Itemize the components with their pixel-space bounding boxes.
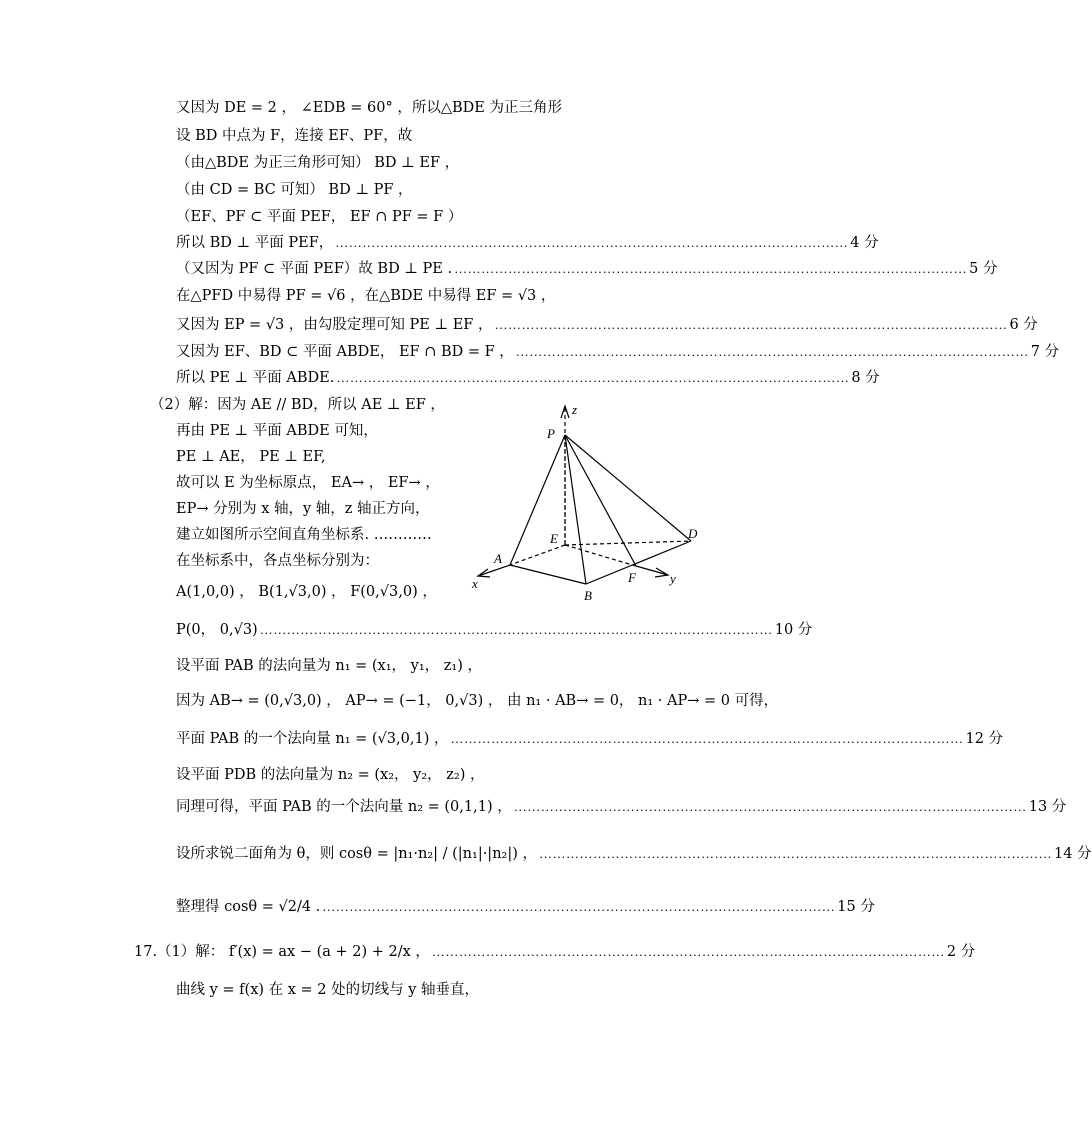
score-line: [176, 844, 1092, 864]
line-bd-midpoint: 设 BD 中点为 F，连接 EF、PF，故: [176, 128, 413, 144]
label-d: D: [688, 526, 698, 541]
score-line-text: 又因为 EF、BD ⊂ 平面 ABDE， EF ∩ BD = F ，: [176, 344, 514, 360]
score-line-text: 整理得 cosθ = √2/4 .: [176, 899, 321, 915]
line-plane-pef: （EF、PF ⊂ 平面 PEF， EF ∩ PF = F ）: [176, 209, 463, 225]
label-p: P: [547, 426, 555, 441]
label-a: A: [494, 551, 502, 566]
line-n2: 设平面 PDB 的法向量为 n₂ = (x₂， y₂， z₂) ，: [176, 767, 485, 783]
part2-line: （2）解：因为 AE // BD，所以 AE ⊥ EF ，: [150, 397, 445, 413]
score-line-text: （又因为 PF ⊂ 平面 PEF）故 BD ⊥ PE .: [176, 261, 453, 277]
edge-pf: [565, 435, 636, 566]
score-label: 15 分: [837, 899, 875, 915]
leader-dots: ……………………………………………………………………………………………………: [431, 944, 945, 959]
part2-line: 再由 PE ⊥ 平面 ABDE 可知，: [176, 423, 378, 439]
score-line: [176, 368, 880, 388]
part2-line: 故可以 E 为坐标原点， EA→ ， EF→ ，: [176, 475, 440, 491]
label-x: x: [472, 576, 478, 591]
line-ab-ap: 因为 AB→ = (0,√3,0) ， AP→ = (−1， 0,√3) ， 由 n₁ · AB→ = 0， n₁ · AP→ = 0 可得，: [176, 693, 779, 709]
y-axis: [636, 566, 668, 575]
label-e: E: [550, 531, 558, 546]
score-label: 2 分: [946, 944, 976, 960]
score-label: 4 分: [850, 235, 879, 251]
score-line-text: 所以 BD ⊥ 平面 PEF，: [176, 235, 334, 251]
leader-dots: ……………………………………………………………………………………………………: [539, 846, 1052, 861]
score-label: 13 分: [1028, 799, 1067, 815]
line-bd-perp-ef: （由△BDE 为正三角形可知） BD ⊥ EF ，: [176, 155, 460, 171]
leader-dots: ……………………………………………………………………………………………………: [322, 899, 836, 914]
leader-dots: ……………………………………………………………………………………………………: [335, 235, 849, 250]
part2-line: PE ⊥ AE， PE ⊥ EF,: [176, 449, 326, 465]
leader-dots: ……………………………………………………………………………………………………: [336, 370, 850, 385]
label-z: z: [572, 402, 578, 417]
score-line-text: 又因为 EP = √3 ，由勾股定理可知 PE ⊥ EF ，: [176, 317, 493, 333]
score-line: [176, 315, 1038, 335]
score-line: [176, 342, 1060, 362]
part2-line: 建立如图所示空间直角坐标系. …………: [176, 527, 432, 543]
part2-line: 在坐标系中，各点坐标分别为：: [176, 553, 379, 569]
pyramid-figure: [468, 400, 698, 610]
score-line: [176, 259, 998, 279]
line-n1: 设平面 PAB 的法向量为 n₁ = (x₁， y₁， z₁) ，: [176, 658, 482, 674]
score-line-text: P(0， 0,√3): [176, 622, 258, 638]
line-de: 又因为 DE = 2 ， ∠EDB = 60° ，所以△BDE 为正三角形: [176, 100, 562, 116]
line-tangent: 曲线 y = f(x) 在 x = 2 处的切线与 y 轴垂直，: [176, 982, 480, 998]
part2-line: A(1,0,0) ， B(1,√3,0) ， F(0,√3,0) ，: [176, 584, 437, 600]
edge-ea: [510, 545, 565, 565]
label-b: B: [584, 588, 592, 603]
score-label: 5 分: [969, 261, 998, 277]
score-line: [176, 233, 879, 253]
score-label: 14 分: [1054, 846, 1092, 862]
score-label: 12 分: [965, 731, 1004, 747]
edge-ef: [565, 545, 636, 566]
edge-pb: [565, 435, 586, 584]
leader-dots: ……………………………………………………………………………………………………: [494, 317, 1008, 332]
edge-ab: [510, 565, 586, 584]
leader-dots: ……………………………………………………………………………………………………: [454, 261, 968, 276]
score-line-text: 所以 PE ⊥ 平面 ABDE.: [176, 370, 335, 386]
score-label: 7 分: [1030, 344, 1060, 360]
edge-pd: [565, 435, 691, 541]
leader-dots: ……………………………………………………………………………………………………: [515, 344, 1029, 359]
leader-dots: ……………………………………………………………………………………………………: [513, 799, 1027, 814]
score-line-text: 17.（1）解： f′(x) = ax − (a + 2) + 2/x ，: [134, 944, 430, 960]
label-y: y: [670, 571, 676, 586]
score-line-text: 设所求锐二面角为 θ，则 cosθ = |n₁·n₂| / (|n₁|·|n₂|) ，: [176, 846, 537, 862]
line-pfd: 在△PFD 中易得 PF = √6 ，在△BDE 中易得 EF = √3 ，: [176, 288, 556, 304]
score-label: 8 分: [851, 370, 880, 386]
score-label: 10 分: [774, 622, 813, 638]
leader-dots: ……………………………………………………………………………………………………: [259, 622, 773, 637]
score-line: [176, 620, 813, 640]
score-label: 6 分: [1009, 317, 1038, 333]
score-line: [176, 897, 875, 917]
score-line: [134, 942, 976, 962]
line-bd-perp-pf: （由 CD = BC 可知） BD ⊥ PF ，: [176, 182, 413, 198]
part2-line: EP→ 分别为 x 轴，y 轴，z 轴正方向，: [176, 501, 430, 517]
score-line-text: 平面 PAB 的一个法向量 n₁ = (√3,0,1) ，: [176, 731, 449, 747]
leader-dots: ……………………………………………………………………………………………………: [450, 731, 964, 746]
label-f: F: [628, 570, 636, 585]
edge-ed: [565, 541, 691, 545]
score-line: [176, 797, 1067, 817]
score-line-text: 同理可得，平面 PAB 的一个法向量 n₂ = (0,1,1) ，: [176, 799, 512, 815]
x-axis: [478, 565, 510, 576]
score-line: [176, 729, 1004, 749]
